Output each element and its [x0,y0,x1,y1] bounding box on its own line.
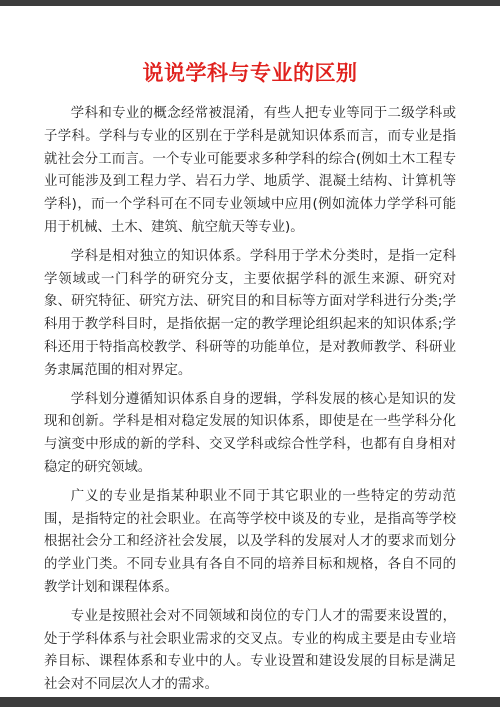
paragraph-1: 学科和专业的概念经常被混淆，有些人把专业等同于二级学科或子学科。学科与专业的区别在于学科是就知识体系而言，而专业是指就社会分工而言。一个专业可能要求多种学科的综合(例如土木工程专业可能涉及到工程力学、岩石力学、地质学、混凝土结构、计算机等学科)，而一个学科可在不同专业领域中应用(例如流体力学学科可能用于机械、土木、建筑、航空航天等专业)。 [44,106,456,235]
bottom-border-bar [0,697,500,707]
document-title: 说说学科与专业的区别 [142,61,358,85]
top-border-bar [0,0,500,6]
document-body [44,103,456,693]
paragraph-4: 广义的专业是指某种职业不同于其它职业的一些特定的劳动范围，是指特定的社会职业。在高等学校中谈及的专业，是指高等学校根据社会分工和经济社会发展，以及学科的发展对人才的要求而划分的学业门类。不同专业具有各自不同的培养目标和规格，各自不同的教学计划和课程体系。 [44,488,456,595]
paragraph-3: 学科划分遵循知识体系自身的逻辑，学科发展的核心是知识的发现和创新。学科是相对稳定发展的知识体系，即使是在一些学科分化与演变中形成的新的学科、交叉学科或综合性学科，也都有自身相对稳定的研究领域。 [44,391,456,475]
paragraph-2: 学科是相对独立的知识体系。学科用于学术分类时，是指一定科学领域或一门科学的研究分支，主要依据学科的派生来源、研究对象、研究特征、研究方法、研究目的和目标等方面对学科进行分类;学科用于教学科目时，是指依据一定的教学理论组织起来的知识体系;学科还用于特指高校教学、科研等的功能单位，是对教师教学、科研业务隶属范围的相对界定。 [44,248,456,378]
paragraph-5: 专业是按照社会对不同领域和岗位的专门人才的需要来设置的，处于学科体系与社会职业需求的交叉点。专业的构成主要是由专业培养目标、课程体系和专业中的人。专业设置和建设发展的目标是满足社会对不同层次人才的需求。 [44,608,456,693]
